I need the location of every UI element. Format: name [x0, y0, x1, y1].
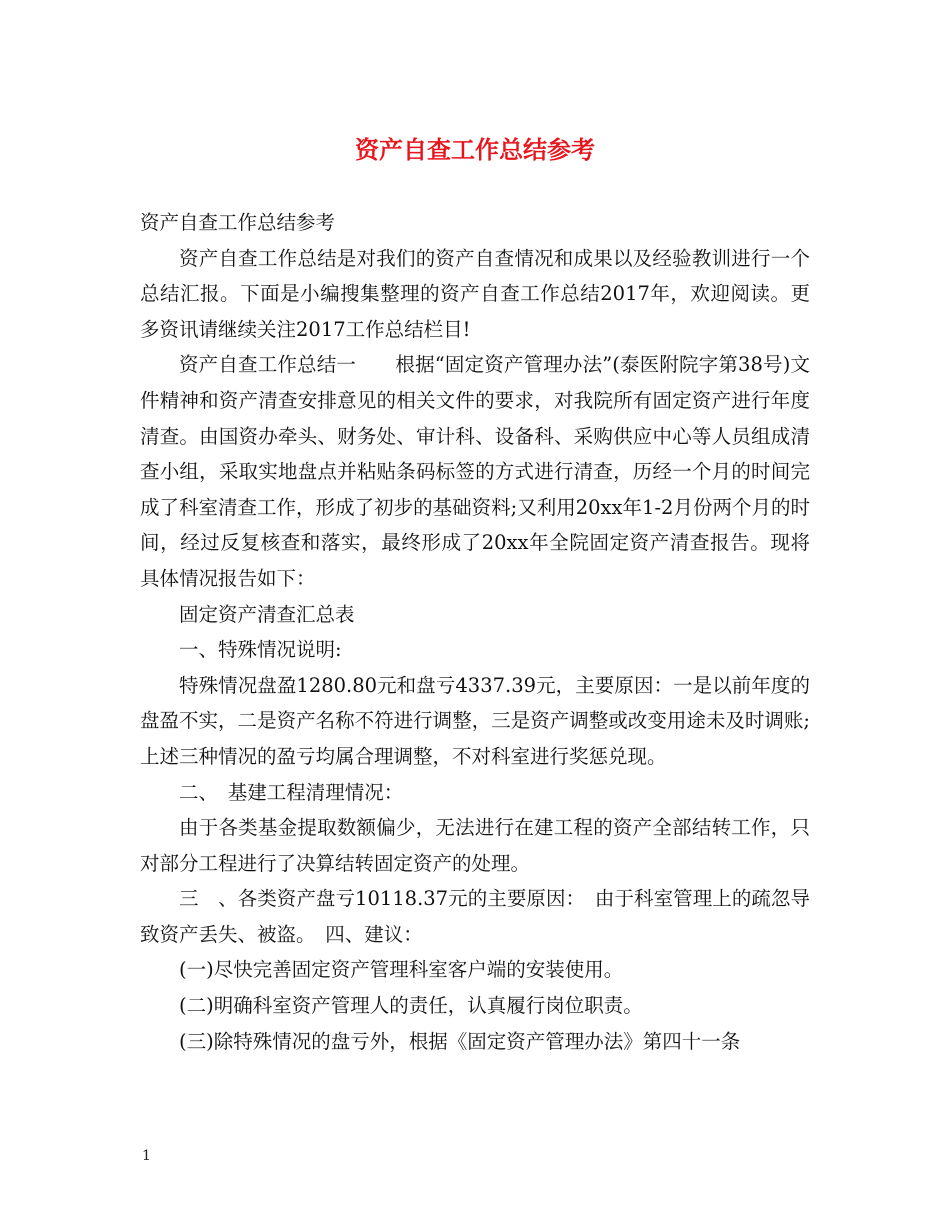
construction-paragraph: 由于各类基金提取数额偏少，无法进行在建工程的资产全部结转工作，只对部分工程进行了决算结转固定资产的处理。	[140, 816, 810, 875]
subtitle-paragraph: 资产自查工作总结参考	[140, 211, 336, 234]
summary-table-heading: 固定资产清查汇总表	[179, 602, 355, 626]
suggestion-three: (三)除特殊情况的盘亏外，根据《固定资产管理办法》第四十一条	[179, 1029, 741, 1053]
section-three-paragraph: 三 、各类资产盘亏10118.37元的主要原因： 由于科室管理上的疏忽导致资产丢失、被盗。 四、建议：	[140, 887, 810, 946]
section-two-heading: 二、 基建工程清理情况：	[179, 780, 404, 804]
document-title: 资产自查工作总结参考	[355, 135, 595, 164]
document-body	[140, 205, 810, 1059]
summary-one-paragraph: 资产自查工作总结一 根据“固定资产管理办法”(泰医附院字第38号)文件精神和资产清查安排意见的相关文件的要求，对我院所有固定资产进行年度清查。由国资办牵头、财务处、审计科、设备科、采购供应中心等人员组成清查小组，采取实地盘点并粘贴条码标签的方式进行清查，历经一个月的时间完成了科室清查工作，形成了初步的基础资料;又利用20xx年1-2月份两个月的时间，经过反复核查和落实，最终形成了20xx年全院固定资产清查报告。现将具体情况报告如下：	[140, 353, 810, 590]
special-cases-paragraph: 特殊情况盘盈1280.80元和盘亏4337.39元，主要原因：一是以前年度的盘盈不实，二是资产名称不符进行调整，三是资产调整或改变用途未及时调账;上述三种情况的盈亏均属合理调整，不对科室进行奖惩兑现。	[140, 673, 810, 768]
page-number: 1	[142, 1148, 151, 1164]
section-one-heading: 一、特殊情况说明:	[179, 638, 342, 662]
suggestion-two: (二)明确科室资产管理人的责任，认真履行岗位职责。	[179, 994, 643, 1018]
suggestion-one: (一)尽快完善固定资产管理科室客户端的安装使用。	[179, 958, 624, 982]
intro-paragraph: 资产自查工作总结是对我们的资产自查情况和成果以及经验教训进行一个总结汇报。下面是小编搜集整理的资产自查工作总结2017年，欢迎阅读。更多资讯请继续关注2017工作总结栏目!	[140, 246, 810, 341]
